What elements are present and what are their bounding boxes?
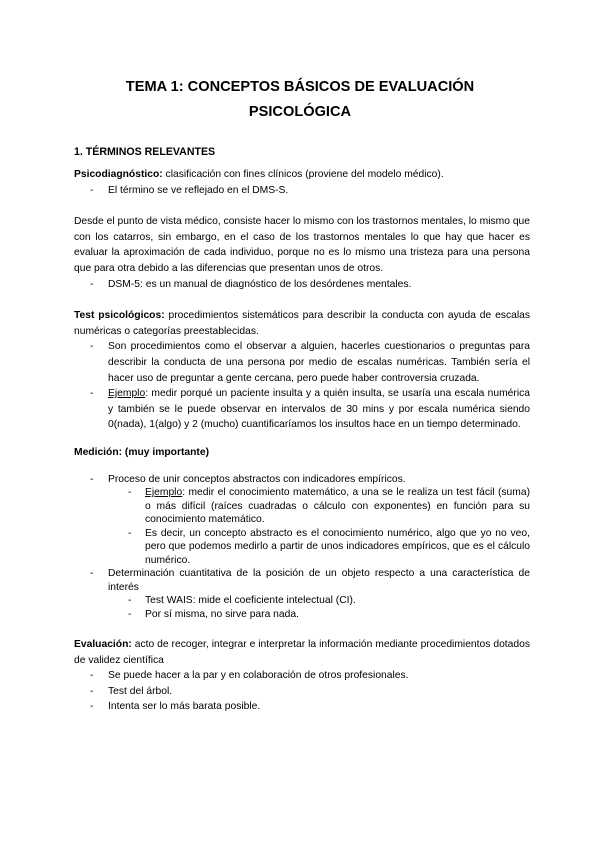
- bullet-dash: -: [90, 670, 94, 682]
- list-item-text: Se puede hacer a la par y en colaboración de otros profesionales.: [108, 670, 409, 682]
- sub-list-item-text: Es decir, un concepto abstracto es el conocimiento numérico, algo que yo no veo, pero que podemos medirlo a partir de unos indicadores empíricos, que es el cálculo numérico.: [145, 527, 530, 566]
- bullet-dash: -: [128, 487, 132, 498]
- list-item-text: Son procedimientos como el observar a alguien, hacerles cuestionarios o preguntas para describir la conducta de una persona por medio de escalas numéricas. También sería el hacer uso de preguntar a gente cercana, pero puede haber controversia cruzada.: [108, 341, 530, 384]
- psicodiagnostico-text: clasificación con fines clínicos (proviene del modelo médico).: [162, 169, 444, 180]
- sub-list-item-text: : medir el conocimiento matemático, a una se le realiza un test fácil (suma) o más difícil (raíces cuadradas o cálculo con exponentes) en función para su conocimiento matemático.: [145, 487, 530, 525]
- bullet-dash: -: [90, 473, 94, 485]
- list-item: [74, 386, 530, 433]
- example-label: Ejemplo: [108, 388, 146, 400]
- list-item-text: Proceso de unir conceptos abstractos con indicadores empíricos.: [108, 473, 406, 485]
- page-title: [0, 75, 600, 125]
- title-line-1: TEMA 1: CONCEPTOS BÁSICOS DE EVALUACIÓN: [125, 79, 475, 95]
- sub-list-item: [74, 608, 530, 622]
- list-item-text: El término se ve reflejado en el DMS-S.: [108, 184, 289, 196]
- bullet-dash: -: [128, 527, 132, 539]
- evaluacion-definition: [74, 637, 530, 668]
- list-item: [74, 473, 530, 487]
- list-item-text: : medir porqué un paciente insulta y a quién insulta, se usaría una escala numérica y también se le puede observar en intervalos de 30 mins y por escala numérica siendo 0(nada), 1(algo) y 2 (mucho) cuantificaríamos los insultos hace en un tiempo determinado.: [108, 388, 530, 431]
- sub-list-item: [74, 594, 530, 608]
- list-item: [74, 668, 530, 684]
- document-body: [74, 167, 530, 715]
- bullet-dash: -: [90, 701, 94, 713]
- list-item: [74, 684, 530, 700]
- psicodiagnostico-term: Psicodiagnóstico:: [74, 169, 163, 180]
- section-heading: 1. TÉRMINOS RELEVANTES: [74, 146, 216, 158]
- list-item-text: Test del árbol.: [108, 685, 173, 697]
- evaluacion-text: acto de recoger, integrar e interpretar la información mediante procedimientos dotados de validez científica: [74, 639, 530, 666]
- list-item: [74, 183, 530, 199]
- bullet-dash: -: [90, 568, 94, 579]
- list-item-text: Determinación cuantitativa de la posición de un objeto respecto a una característica de interés: [108, 568, 530, 593]
- psicodiagnostico-definition: [74, 167, 530, 183]
- bullet-dash: -: [90, 685, 94, 697]
- test-term: Test psicológicos:: [74, 310, 165, 322]
- sub-list-item-text: Test WAIS: mide el coeficiente intelectual (CI).: [145, 595, 356, 606]
- list-item: [74, 699, 530, 715]
- evaluacion-term: Evaluación:: [74, 639, 132, 650]
- list-item: [74, 339, 530, 386]
- list-item-text: DSM-5: es un manual de diagnóstico de los desórdenes mentales.: [108, 278, 412, 290]
- psicodiagnostico-paragraph: Desde el punto de vista médico, consiste hacer lo mismo con los trastornos mentales, lo mismo que con los catarros, sin embargo, en el caso de los trastornos mentales lo que hay que hacer es evaluar la aproximación de cada individuo, porque no es lo mismo una tristeza para una persona que para otra debido a las diferencias que presentan unos de otros.: [74, 216, 530, 274]
- list-item: [74, 567, 530, 594]
- bullet-dash: -: [128, 595, 132, 606]
- list-item: [74, 277, 530, 293]
- example-label: Ejemplo: [145, 487, 183, 498]
- bullet-dash: -: [90, 184, 94, 196]
- bullet-dash: -: [90, 278, 94, 290]
- medicion-heading: Medición: (muy importante): [74, 446, 210, 458]
- sub-list-item-text: Por sí misma, no sirve para nada.: [145, 608, 299, 620]
- test-text: procedimientos sistemáticos para describir la conducta con ayuda de escalas numéricas o categorías preestablecidas.: [74, 310, 530, 337]
- sub-list-item: [74, 486, 530, 527]
- title-line-2: PSICOLÓGICA: [248, 104, 352, 120]
- sub-list-item: [74, 527, 530, 568]
- bullet-dash: -: [90, 341, 94, 353]
- list-item-text: Intenta ser lo más barata posible.: [108, 701, 261, 713]
- test-definition: [74, 308, 530, 339]
- bullet-dash: -: [128, 608, 132, 620]
- bullet-dash: -: [90, 388, 94, 400]
